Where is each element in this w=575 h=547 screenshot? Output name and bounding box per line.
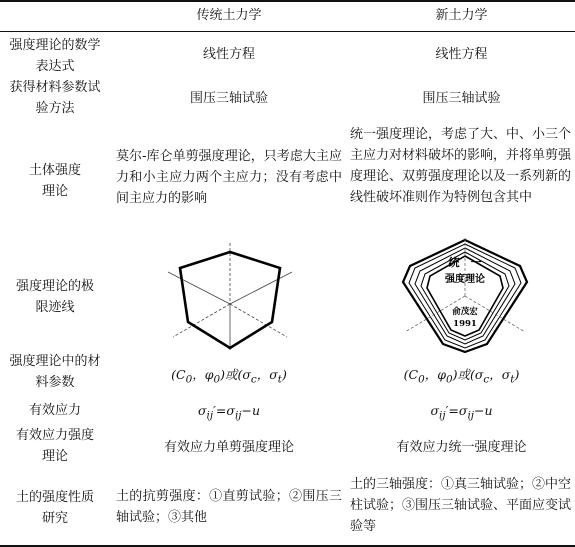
- formula-part: ，σ: [256, 367, 278, 382]
- formula-part: (C: [403, 367, 419, 382]
- header-traditional: 传统土力学: [196, 8, 262, 23]
- cell-new-effective-stress: [350, 400, 573, 427]
- row-label-test-method: 获得材料参数试验方法: [9, 80, 101, 116]
- diagram-year: 1991: [453, 319, 477, 329]
- row-label-strength-properties: 土的强度性质研究: [15, 490, 94, 526]
- formula-sub: 0: [213, 373, 221, 386]
- formula-part: )或(σ: [452, 367, 484, 382]
- row-label-effective-stress-theory: 有效应力强度理论: [15, 428, 94, 464]
- cell-traditional-effective-stress-theory: 有效应力单剪强度理论: [163, 440, 294, 455]
- cell-traditional-material-parameters: [116, 364, 342, 391]
- formula-part: σ: [197, 403, 207, 418]
- formula-sub: 0: [418, 373, 425, 386]
- cell-new-math-expression: 线性方程: [435, 47, 488, 62]
- cell-new-material-parameters: [350, 364, 573, 391]
- cell-traditional-strength-properties: 土的抗剪强度：①直剪试验；②围压三轴试验；③其他: [116, 489, 342, 525]
- formula-sub: t: [510, 373, 515, 386]
- formula-sub: t: [277, 373, 282, 386]
- diagram-title-line1: 统 一: [448, 256, 482, 269]
- formula-sub: ij: [206, 409, 214, 422]
- cell-traditional-strength-theory: 莫尔-库仑单剪强度理论，只考虑大主应力和小主应力两个主应力；没有考虑中间主应力的影响: [116, 149, 342, 206]
- formula-part: (C: [171, 367, 186, 382]
- formula-part: )或(σ: [220, 367, 251, 382]
- cell-new-effective-stress-theory: 有效应力统一强度理论: [396, 440, 527, 455]
- formula-part: ，φ: [424, 367, 446, 382]
- formula-sub: c: [250, 373, 257, 386]
- diagram-author: 俞茂宏: [452, 307, 478, 317]
- cell-new-strength-properties: 土的三轴强度：①真三轴试验；②中空柱试验；③围压三轴试验、平面应变试验等: [350, 477, 572, 534]
- formula-part: ): [281, 367, 287, 382]
- cell-traditional-test-method: 围压三轴试验: [189, 91, 268, 106]
- header-new: 新土力学: [435, 8, 488, 23]
- mohr-coulomb-locus-diagram: [160, 240, 300, 352]
- row-label-math-expression: 强度理论的数学表达式: [9, 38, 101, 74]
- formula-part: ′=σ: [445, 403, 468, 418]
- formula-part: ，σ: [489, 367, 511, 382]
- formula-sub: 0: [445, 373, 453, 386]
- cell-traditional-math-expression: 线性方程: [202, 47, 255, 62]
- formula-part: ，φ: [192, 367, 214, 382]
- table-top-rule: [0, 0, 575, 2]
- cell-new-test-method: 围压三轴试验: [422, 91, 501, 106]
- formula-part: ): [514, 367, 520, 382]
- formula-sub: ij: [439, 409, 446, 422]
- formula-part: −u: [241, 403, 261, 418]
- formula-sub: ij: [467, 409, 474, 422]
- formula-part: σ: [430, 403, 440, 418]
- cell-traditional-effective-stress: [116, 400, 342, 427]
- row-label-limit-locus: 强度理论的极限迹线: [15, 279, 94, 315]
- formula-sub: ij: [234, 409, 242, 422]
- row-label-material-parameters: 强度理论中的材料参数: [9, 354, 101, 390]
- formula-sub: 0: [185, 373, 193, 386]
- diagram-title-line2: 强度理论: [445, 274, 485, 285]
- table-header-rule: [0, 31, 575, 32]
- cell-new-strength-theory: 统一强度理论，考虑了大、中、小三个主应力对材料破坏的影响，并将单剪强度理论、双剪强度理论以及一系列新的线性破坏准则作为特例包含其中: [350, 127, 572, 205]
- row-label-effective-stress: 有效应力: [28, 403, 81, 418]
- row-label-strength-theory: 土体强度理论: [28, 163, 81, 199]
- diagram-axes: [168, 243, 292, 350]
- formula-part: ′=σ: [213, 403, 235, 418]
- formula-sub: c: [483, 373, 490, 386]
- unified-strength-theory-diagram: [395, 236, 535, 354]
- formula-part: −u: [474, 403, 493, 418]
